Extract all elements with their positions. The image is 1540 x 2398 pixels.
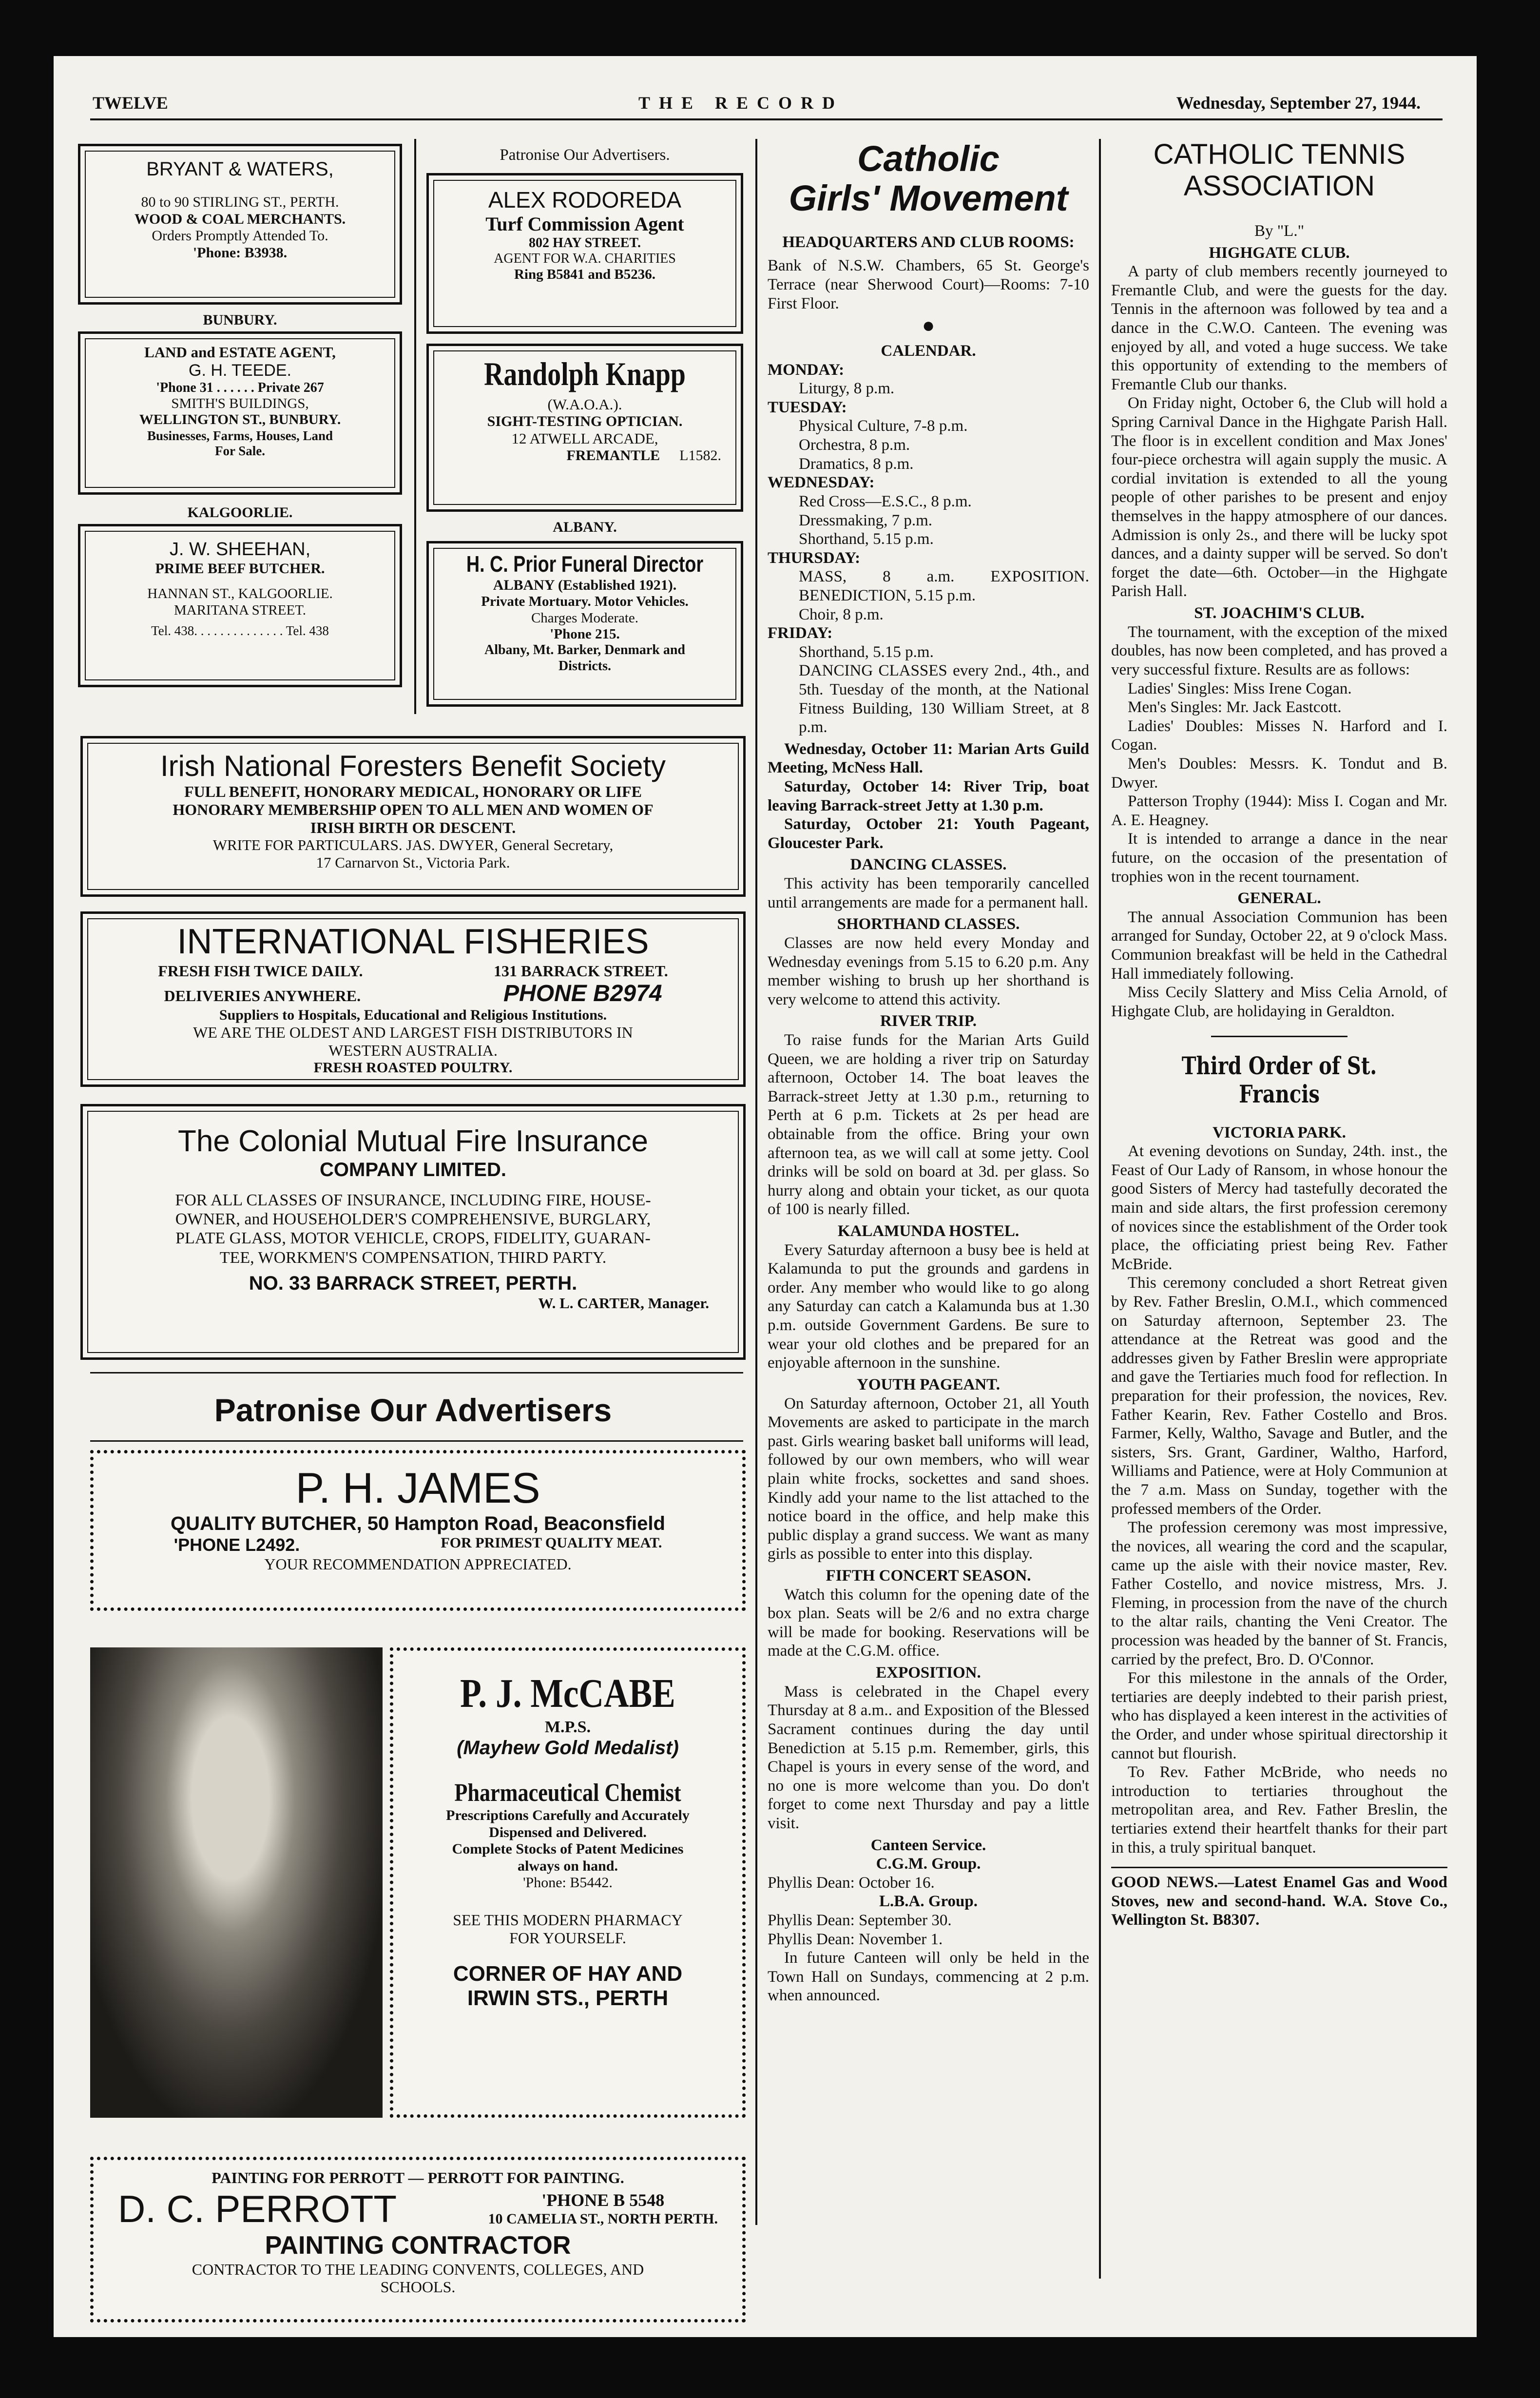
calendar-item: Red Cross—E.S.C., 8 p.m. xyxy=(799,492,972,510)
divider xyxy=(1111,1867,1447,1868)
roster-item: Phyllis Dean: November 1. xyxy=(768,1930,943,1948)
ad-title: BRYANT & WATERS, xyxy=(146,158,334,180)
ad-line: DELIVERIES ANYWHERE. xyxy=(164,986,361,1005)
calendar-item: Physical Culture, 7-8 p.m. xyxy=(799,417,968,435)
ad-line: 10 CAMELIA ST., NORTH PERTH. xyxy=(488,2210,718,2227)
calendar-day: TUESDAY: xyxy=(768,398,847,416)
ad-line: MARITANA STREET. xyxy=(173,602,307,618)
ad-prior xyxy=(426,541,743,707)
article-title: Catholic xyxy=(857,138,1000,179)
calendar-item: Choir, 8 p.m. xyxy=(799,605,884,623)
ad-line: IRISH BIRTH OR DESCENT. xyxy=(310,818,516,836)
divider xyxy=(1211,1036,1348,1037)
ad-line: L1582. xyxy=(679,447,721,464)
article-title: Third Order of St. Francis xyxy=(1181,1051,1377,1108)
result: Men's Singles: Mr. Jack Eastcott. xyxy=(1128,698,1342,716)
ad-line: HONORARY MEMBERSHIP OPEN TO ALL MEN AND WOMEN OF xyxy=(173,800,654,818)
newspaper-page xyxy=(54,56,1477,2337)
paragraph: To raise funds for the Marian Arts Guild Queen, we are holding a river trip on Saturday afternoon, October 14. The boat leaves the Barrack-street Jetty at 1.30 p.m., returning to Perth at 6 p.m. Tickets at 2s per head are obtainable from the office. Bring your own afternoon tea, as we will call at some jetty. Cool drinks will be sold on board at 3d. per glass. So hurry along and obtain your ticket, as our quota of 100 is nearly filled. xyxy=(768,1031,1089,1218)
subheading: SHORTHAND CLASSES. xyxy=(837,915,1020,933)
ad-line: NO. 33 BARRACK STREET, PERTH. xyxy=(249,1272,578,1294)
ad-line: HANNAN ST., KALGOORLIE. xyxy=(147,586,333,602)
ad-line: W. L. CARTER, Manager. xyxy=(538,1294,709,1312)
ad-line: WESTERN AUSTRALIA. xyxy=(328,1042,498,1060)
subheading: VICTORIA PARK. xyxy=(1213,1123,1346,1141)
ad-line: AGENT FOR W.A. CHARITIES xyxy=(494,251,676,267)
article-title: Girls' Movement xyxy=(789,178,1068,219)
paragraph: Miss Cecily Slattery and Miss Celia Arnold, of Highgate Club, are holidaying in Geraldton. xyxy=(1111,984,1447,1020)
article-title: CATHOLIC TENNIS xyxy=(1153,138,1405,170)
ad-sheehan xyxy=(78,524,402,687)
ad-line: WELLINGTON ST., BUNBURY. xyxy=(139,412,341,428)
ad-perrott xyxy=(90,2157,746,2322)
ad-line: Districts. xyxy=(558,658,612,674)
ad-line: FOR PRIMEST QUALITY MEAT. xyxy=(441,1535,662,1551)
subheading: KALAMUNDA HOSTEL. xyxy=(837,1222,1020,1240)
ad-line: PLATE GLASS, MOTOR VEHICLE, CROPS, FIDELITY, GUARAN- xyxy=(175,1229,651,1248)
ad-rodoreda xyxy=(426,173,743,334)
paragraph: The tournament, with the exception of the mixed doubles, has now been completed, and has proved a very successful fixture. Results are as follows: xyxy=(1111,623,1447,678)
column-divider xyxy=(414,139,416,714)
calendar-day: MONDAY: xyxy=(768,361,845,379)
ad-line: (Mayhew Gold Medalist) xyxy=(457,1737,679,1759)
subheading: L.B.A. Group. xyxy=(879,1893,978,1911)
result: Patterson Trophy (1944): Miss I. Cogan and Mr. A. E. Heagney. xyxy=(1111,793,1447,829)
subheading: RIVER TRIP. xyxy=(880,1012,977,1030)
ad-line: FRESH FISH TWICE DAILY. xyxy=(158,962,363,980)
calendar-item: Liturgy, 8 p.m. xyxy=(799,380,895,398)
column-divider xyxy=(755,139,757,2225)
byline: By "L." xyxy=(1254,222,1305,240)
calendar-day: THURSDAY: xyxy=(768,549,861,567)
result: Men's Doubles: Messrs. K. Tondut and B. Dwyer. xyxy=(1111,754,1447,792)
ad-line: 'Phone: B5442. xyxy=(523,1875,613,1891)
subheading: ST. JOACHIM'S CLUB. xyxy=(1194,604,1365,622)
ad-title: Irish National Foresters Benefit Society xyxy=(160,750,666,782)
ad-line: 'Phone 215. xyxy=(550,626,620,642)
article-tennis xyxy=(1111,139,1447,1930)
roster-item: Phyllis Dean: October 16. xyxy=(768,1874,935,1892)
bullet-icon: ● xyxy=(922,313,935,338)
portrait-photo-icon xyxy=(90,1647,383,2118)
ad-line: For Sale. xyxy=(215,443,265,458)
ad-line: Tel. 438. . . . . . . . . . . . . . Tel. 438 xyxy=(151,623,329,638)
ad-line: TEE, WORKMEN'S COMPENSATION, THIRD PARTY. xyxy=(219,1248,607,1267)
calendar-item: Shorthand, 5.15 p.m. xyxy=(799,530,934,548)
calendar-day: WEDNESDAY: xyxy=(768,474,875,492)
subheading: EXPOSITION. xyxy=(876,1664,981,1682)
calendar-item: Orchestra, 8 p.m. xyxy=(799,436,910,454)
section-label-albany: ALBANY. xyxy=(553,519,617,535)
ad-title: P. H. JAMES xyxy=(295,1464,540,1512)
event: Saturday, October 21: Youth Pageant, Gloucester Park. xyxy=(768,815,1089,852)
ad-line: COMPANY LIMITED. xyxy=(320,1159,506,1181)
ad-colonial-mutual xyxy=(80,1104,746,1360)
calendar-item: MASS, 8 a.m. EXPOSITION. BENEDICTION, 5.15 p.m. xyxy=(799,568,1089,604)
ad-line: PRIME BEEF BUTCHER. xyxy=(155,560,325,577)
ad-line: Ring B5841 and B5236. xyxy=(514,267,656,283)
page-number: TWELVE xyxy=(93,93,168,113)
paragraph: It is intended to arrange a dance in the near future, on the occasion of the presentation of trophies won in the recent tournament. xyxy=(1111,830,1447,886)
ad-line: ALBANY (Established 1921). xyxy=(493,577,677,593)
ad-line: 80 to 90 STIRLING ST., PERTH. xyxy=(141,194,339,210)
calendar-item: Shorthand, 5.15 p.m. xyxy=(799,643,934,661)
paragraph: At evening devotions on Sunday, 24th. inst., the Feast of Our Lady of Ransom, in whose honour the good Sisters of Mercy had tastefully decorated the main and side altars, the first profession ceremony of novices since the establishment of the Order took place, the officiating priest being Rev. Father McBride. xyxy=(1111,1142,1447,1273)
ad-line: Dispensed and Delivered. xyxy=(489,1824,647,1840)
ad-mccabe xyxy=(390,1647,746,2118)
subheading: Canteen Service. xyxy=(870,1836,986,1854)
paragraph: For this milestone in the annals of the Order, tertiaries are deeply indebted to their parish priest, who has displayed a keen interest in the activities of the Order, and under whose spiritual directorship it cannot but flourish. xyxy=(1111,1669,1447,1762)
ad-title: The Colonial Mutual Fire Insurance xyxy=(178,1124,648,1158)
ad-line: WE ARE THE OLDEST AND LARGEST FISH DISTRIBUTORS IN xyxy=(193,1024,633,1042)
ad-james xyxy=(90,1450,746,1611)
ad-line: 131 BARRACK STREET. xyxy=(494,962,668,980)
ad-line: FREMANTLE xyxy=(566,447,660,464)
calendar-item: Dressmaking, 7 p.m. xyxy=(799,511,933,529)
divider xyxy=(90,1440,743,1442)
ad-line: (W.A.O.A.). xyxy=(547,396,622,413)
article-title: ASSOCIATION xyxy=(1183,170,1375,202)
ad-line: 'PHONE L2492. xyxy=(173,1535,300,1555)
event: Saturday, October 14: River Trip, boat leaving Barrack-street Jetty at 1.30 p.m. xyxy=(768,778,1089,814)
ad-line: FULL BENEFIT, HONORARY MEDICAL, HONORARY OR LIFE xyxy=(184,783,642,800)
calendar-item: DANCING CLASSES every 2nd., 4th., and 5th. Tuesday of the month, at the National Fitness Building, 130 William Street, at 8 p.m. xyxy=(799,662,1089,736)
paragraph: To Rev. Father McBride, who needs no introduction to tertiaries throughout the metropolitan area, and Rev. Father Breslin, the tertiaries extend their heartfelt thanks for their part in this, a truly spiritual banquet. xyxy=(1111,1763,1447,1857)
ad-title: ALEX RODOREDA xyxy=(488,187,682,213)
subheading: CALENDAR. xyxy=(881,342,976,360)
ad-bryant-waters xyxy=(78,144,402,305)
patronise-small: Patronise Our Advertisers. xyxy=(500,146,670,164)
ad-line: LAND and ESTATE AGENT, xyxy=(144,344,336,361)
result: Ladies' Doubles: Misses N. Harford and I. Cogan. xyxy=(1111,717,1447,754)
ad-line: SEE THIS MODERN PHARMACY xyxy=(453,1911,683,1929)
section-label-bunbury: BUNBURY. xyxy=(203,312,277,328)
roster-item: Phyllis Dean: September 30. xyxy=(768,1911,952,1929)
subheading: GENERAL. xyxy=(1237,890,1321,908)
ad-line: Prescriptions Carefully and Accurately xyxy=(446,1807,690,1824)
calendar-item: Dramatics, 8 p.m. xyxy=(799,455,914,473)
ad-line: SIGHT-TESTING OPTICIAN. xyxy=(487,413,683,429)
ad-line: CONTRACTOR TO THE LEADING CONVENTS, COLLEGES, AND xyxy=(192,2260,644,2278)
ad-line: Charges Moderate. xyxy=(531,610,639,626)
calendar xyxy=(768,361,1089,737)
ad-title: H. C. Prior Funeral Director xyxy=(466,551,704,577)
event: Wednesday, October 11: Marian Arts Guild Meeting, McNess Hall. xyxy=(768,740,1089,777)
paragraph: Watch this column for the opening date of the box plan. Seats will be 2/6 and no extra charge will be made for booking. Reservations will be made at the C.G.M. office. xyxy=(768,1586,1089,1660)
divider xyxy=(90,1372,743,1373)
paragraph: On Saturday afternoon, October 21, all Youth Movements are asked to participate in the march past. Girls wearing basket ball uniforms will lead, followed by our own members, who will wear plain white frocks, sockettes and sand shoes. Kindly add your name to the list attached to the notice board in the office, and help make this public display a grand success. We want as many girls as possible to enter into this display. xyxy=(768,1394,1089,1563)
ad-line: IRWIN STS., PERTH xyxy=(467,1986,669,2011)
ad-line: Private Mortuary. Motor Vehicles. xyxy=(481,594,689,610)
ad-line: Pharmaceutical Chemist xyxy=(454,1779,681,1807)
ad-line: FRESH ROASTED POULTRY. xyxy=(313,1059,513,1076)
ad-knapp xyxy=(426,344,743,512)
ad-line: QUALITY BUTCHER, 50 Hampton Road, Beaconsfield xyxy=(171,1513,665,1535)
phone-number: PHONE B2974 xyxy=(503,980,662,1006)
paragraph: The annual Association Communion has been arranged for Sunday, October 22, at 9 o'clock Mass. Communion breakfast will be held in the Cathedral Hall immediately following. xyxy=(1111,908,1447,983)
ad-line: Businesses, Farms, Houses, Land xyxy=(147,428,333,443)
ad-line: Suppliers to Hospitals, Educational and Religious Institutions. xyxy=(219,1006,607,1023)
ad-line: Turf Commission Agent xyxy=(485,213,684,235)
calendar-day: FRIDAY: xyxy=(768,624,833,642)
paragraph: Every Saturday afternoon a busy bee is held at Kalamunda to put the grounds and gardens in order. Any member who would like to go along any Saturday can catch a Kalamunda bus at 1.30 p.m. outside Government Gardens. Be sure to wear your old clothes and be prepared for an enjoyable afternoon in the sunshine. xyxy=(768,1241,1089,1372)
ad-line: YOUR RECOMMENDATION APPRECIATED. xyxy=(264,1555,572,1573)
ad-line: WOOD & COAL MERCHANTS. xyxy=(134,211,346,227)
paper-title: THE RECORD xyxy=(638,93,844,113)
subheading: DANCING CLASSES. xyxy=(850,856,1007,874)
paragraph: The profession ceremony was most impressive, the novices, all wearing the cord and the scapular, came up the aisle with their novice master, Rev. Father Costello, and novice mistress, Mrs. J. Fleming, in procession from the nave of the church to the altar rails, chanting the Veni Creator. The procession was headed by the banner of St. Francis, carried by the prefect, Bro. D. O'Connor. xyxy=(1111,1519,1447,1668)
ad-line: 12 ATWELL ARCADE, xyxy=(511,430,658,447)
ad-title: P. J. McCABE xyxy=(460,1671,675,1716)
ad-line: OWNER, and HOUSEHOLDER'S COMPREHENSIVE, BURGLARY, xyxy=(175,1210,651,1229)
result: Ladies' Singles: Miss Irene Cogan. xyxy=(1128,679,1352,697)
ad-line: 17 Carnarvon St., Victoria Park. xyxy=(316,854,510,871)
ad-line: M.P.S. xyxy=(544,1718,591,1736)
column-divider xyxy=(1099,139,1101,2279)
issue-date: Wednesday, September 27, 1944. xyxy=(1176,93,1421,113)
ad-title: Randolph Knapp xyxy=(484,355,686,392)
ad-teede xyxy=(78,331,402,495)
ad-line: SCHOOLS. xyxy=(380,2278,456,2296)
paragraph: Bank of N.S.W. Chambers, 65 St. George's Terrace (near Sherwood Court)—Rooms: 7-10 First Floor. xyxy=(768,257,1089,312)
paragraph: A party of club members recently journeyed to Fremantle Club, and were the guests for the day. Tennis in the afternoon was followed by tea and a dance in the C.W.O. Canteen. The evening was enjoyed by all, and voted a huge success. We take this opportunity of extending to the members of Fremantle Club our thanks. xyxy=(1111,263,1447,393)
ad-foresters xyxy=(80,736,746,897)
ad-line: Complete Stocks of Patent Medicines xyxy=(452,1841,684,1857)
ad-line: FOR YOURSELF. xyxy=(509,1929,626,1947)
paragraph: Mass is celebrated in the Chapel every Thursday at 8 a.m.. and Exposition of the Blessed Sacrament continues during the day until Benediction at 5.15 p.m. Remember, girls, this Chapel is yours in every sense of the word, and no one is more welcome than you. Do don't forget to come next Thursday and pay a little visit. xyxy=(768,1682,1089,1832)
ad-title: INTERNATIONAL FISHERIES xyxy=(177,922,649,961)
subheading: HIGHGATE CLUB. xyxy=(1209,244,1350,262)
subheading: C.G.M. Group. xyxy=(876,1855,981,1873)
ad-line: Albany, Mt. Barker, Denmark and xyxy=(484,642,685,658)
masthead-rule xyxy=(90,118,1443,120)
section-label-kalgoorlie: KALGOORLIE. xyxy=(187,504,293,521)
ad-line: PAINTING FOR PERROTT — PERROTT FOR PAINTING. xyxy=(212,2169,624,2186)
subheading: FIFTH CONCERT SEASON. xyxy=(826,1567,1031,1585)
ad-line: 802 HAY STREET. xyxy=(528,235,641,251)
paragraph: This activity has been temporarily cancelled until arrangements are made for a permanent hall. xyxy=(768,875,1089,911)
ad-line: 'Phone: B3938. xyxy=(192,244,288,261)
ad-line: 'Phone 31 . . . . . . Private 267 xyxy=(156,380,324,395)
paragraph: In future Canteen will only be held in the Town Hall on Sundays, commencing at 2 p.m. when announced. xyxy=(768,1949,1089,2005)
phone-number: 'PHONE B 5548 xyxy=(541,2190,665,2210)
paragraph: This ceremony concluded a short Retreat given by Rev. Father Breslin, O.M.I., which commenced on Saturday afternoon, September 23. The attendance at the Retreat was good and the addresses given by Father Breslin were appropriate and gave the Tertiaries much food for reflection. In preparation for their profession, the novices, Rev. Father Kearin, Rev. Father Costello and Bros. Farmer, Kelly, Waltho, Savage and Butler, and the sisters, Srs. Grant, Gardiner, Waltho, Harford, Williams and Patience, were at Holy Communion at the 7 a.m. Mass on Sunday, together with the professed members of the Order. xyxy=(1111,1274,1447,1518)
ad-title: D. C. PERROTT xyxy=(118,2187,397,2230)
ad-fisheries xyxy=(80,911,746,1087)
ad-line: always on hand. xyxy=(518,1857,618,1874)
ad-line: Orders Promptly Attended To. xyxy=(152,228,328,244)
classified-ad: GOOD NEWS.—Latest Enamel Gas and Wood Stoves, new and second-hand. W.A. Stove Co., Wellington St. B8307. xyxy=(1111,1874,1447,1929)
ad-line: WRITE FOR PARTICULARS. JAS. DWYER, General Secretary, xyxy=(212,836,614,854)
ad-line: CORNER OF HAY AND xyxy=(453,1961,683,1986)
ad-title: J. W. SHEEHAN, xyxy=(169,539,311,560)
ad-line: FOR ALL CLASSES OF INSURANCE, INCLUDING FIRE, HOUSE- xyxy=(175,1191,651,1210)
subheading: HEADQUARTERS AND CLUB ROOMS: xyxy=(782,233,1075,251)
ad-line: SMITH'S BUILDINGS, xyxy=(171,395,309,411)
ad-line: PAINTING CONTRACTOR xyxy=(265,2231,571,2260)
paragraph: Classes are now held every Monday and Wednesday evenings from 5.15 to 6.20 p.m. Any member wishing to brush up her shorthand is very welcome to attend this activity. xyxy=(768,934,1089,1008)
ad-title: G. H. TEEDE. xyxy=(189,361,291,380)
paragraph: On Friday night, October 6, the Club will hold a Spring Carnival Dance in the Highgate Parish Hall. The floor is in excellent condition and Max Jones' four-piece orchestra will again supply the music. A cordial invitation is extended to all the young people of other parishes to be present and enjoy themselves in the happy atmosphere of our dances. Admission is only 2s., and there will be lucky spot dances, and a dainty supper will be served. So don't forget the date—6th. October—in the Highgate Parish Hall. xyxy=(1111,394,1447,600)
article-cgm xyxy=(768,139,1089,2005)
patronise-banner: Patronise Our Advertisers xyxy=(214,1392,612,1428)
subheading: YOUTH PAGEANT. xyxy=(857,1375,1000,1393)
